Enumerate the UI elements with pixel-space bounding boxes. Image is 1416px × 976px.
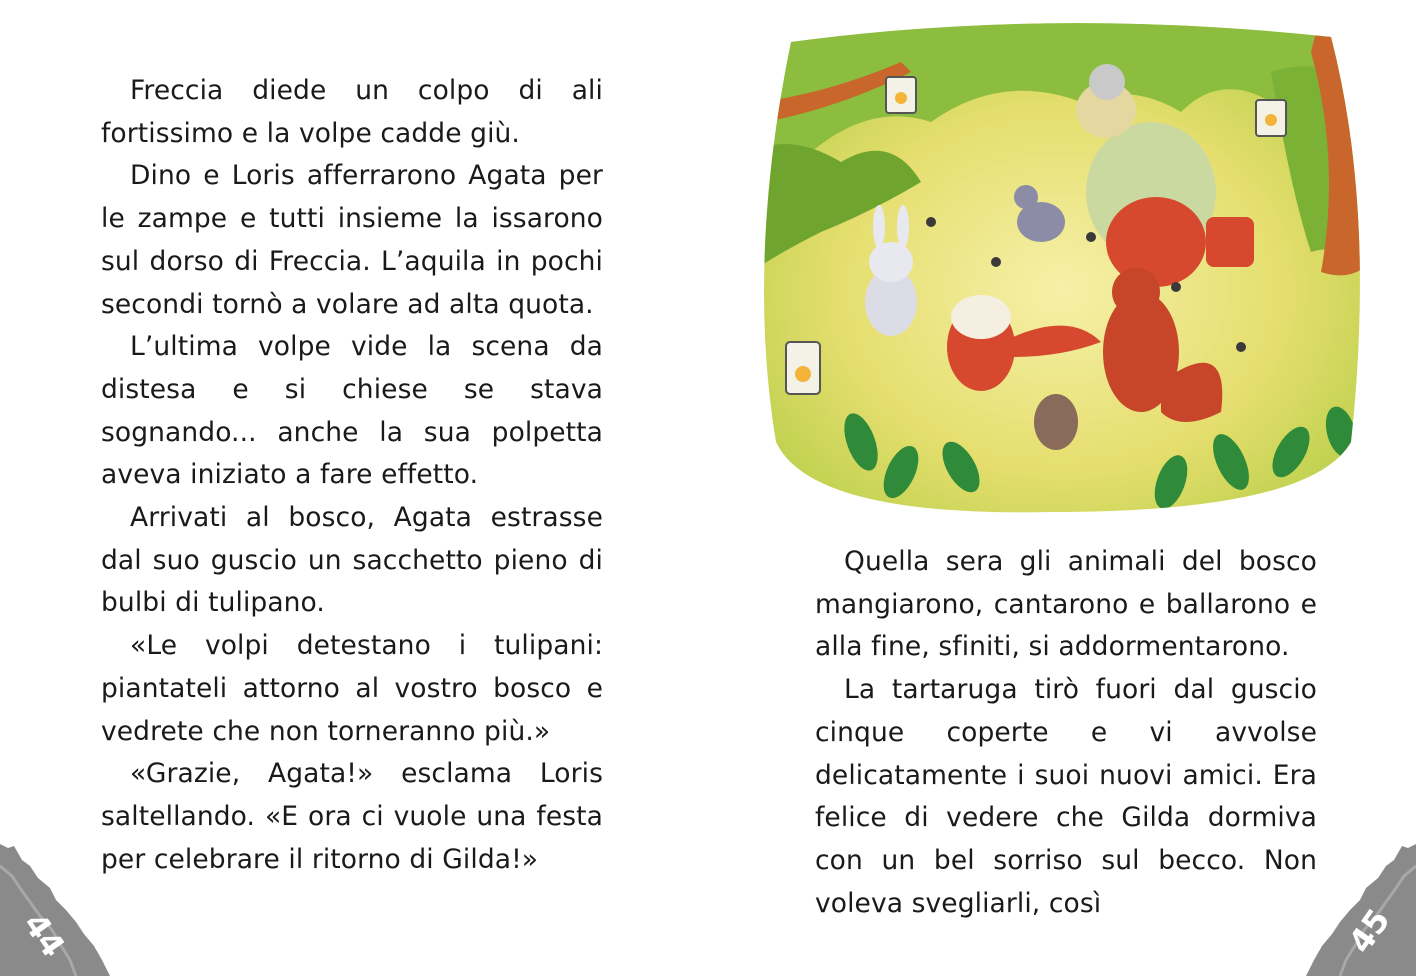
paragraph: Dino e Loris afferrarono Agata per le zampe e tutti insieme la issarono sul dorso di Freccia. L’aquila in pochi secondi tornò a volare ad alta quota. bbox=[101, 160, 603, 320]
paragraph: Quella sera gli animali del bosco mangiarono, cantarono e ballarono e alla fine, sfiniti, si addormentarono. bbox=[815, 546, 1317, 663]
page-number-left: 44 bbox=[15, 905, 73, 965]
page-number-right: 45 bbox=[1341, 901, 1399, 961]
forest-party-illustration bbox=[751, 12, 1371, 517]
paragraph: Freccia diede un colpo di ali fortissimo e la volpe cadde giù. bbox=[101, 75, 603, 149]
paragraph: «Le volpi detestano i tulipani: piantateli attorno al vostro bosco e vedrete che non torneranno più.» bbox=[101, 630, 603, 747]
right-page-text bbox=[815, 541, 1317, 925]
left-page-text bbox=[101, 70, 603, 881]
paragraph: La tartaruga tirò fuori dal guscio cinque coperte e vi avvolse delicatamente i suoi nuovi amici. Era felice di vedere che Gilda dormiva con un bel sorriso sul becco. Non voleva svegliarli, così bbox=[815, 674, 1317, 919]
page-corner-right bbox=[1306, 826, 1416, 976]
paragraph: L’ultima volpe vide la scena da distesa e si chiese se stava sognando... anche la sua polpetta aveva iniziato a fare effetto. bbox=[101, 331, 603, 491]
paragraph: «Grazie, Agata!» esclama Loris saltellando. «E ora ci vuole una festa per celebrare il ritorno di Gilda!» bbox=[101, 758, 603, 875]
paragraph: Arrivati al bosco, Agata estrasse dal suo guscio un sacchetto pieno di bulbi di tulipano. bbox=[101, 502, 603, 619]
